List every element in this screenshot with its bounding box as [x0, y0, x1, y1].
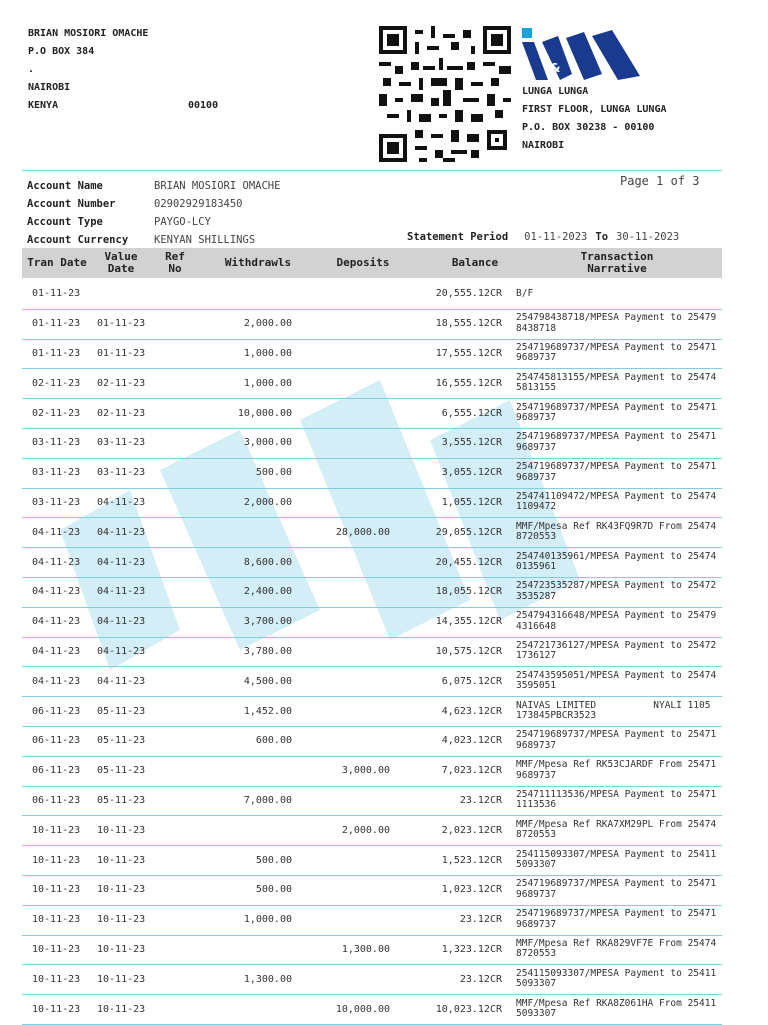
balance-cell: 6,075.12CR	[441, 675, 502, 687]
account-type-value: PAYGO-LCY	[154, 216, 211, 228]
bank-logo	[520, 24, 644, 84]
withdrawal-cell	[182, 994, 292, 1024]
tran-date-cell: 01-11-23	[32, 347, 81, 359]
balance-cell: 1,523.12CR	[441, 854, 502, 866]
balance-cell: 10,023.12CR	[435, 1003, 502, 1015]
value-date-cell: 03-11-23	[97, 467, 146, 479]
tran-date-cell: 02-11-23	[32, 377, 81, 389]
statement-period-label: Statement Period	[407, 231, 509, 243]
narrative-cell: 254719689737/MPESA Payment to 254719689737	[516, 431, 717, 453]
value-date-cell: 10-11-23	[97, 884, 146, 896]
balance-cell: 20,455.12CR	[435, 556, 502, 568]
narrative-cell: 254798438718/MPESA Payment to 254798438718	[516, 312, 717, 334]
narrative-cell: 254740135961/MPESA Payment to 254740135961	[516, 550, 717, 573]
value-date-cell: 05-11-23	[97, 705, 146, 717]
balance-cell: 7,023.12CR	[441, 765, 502, 777]
statement-period-from: 01-11-2023	[524, 231, 588, 243]
tran-date-cell: 03-11-23	[32, 437, 81, 449]
deposit-cell: 10,000.00	[335, 1003, 390, 1015]
qr-code	[379, 26, 511, 162]
value-date-cell: 10-11-23	[97, 973, 146, 985]
withdrawal-cell: 3,700.00	[243, 616, 292, 628]
tran-date-cell: 06-11-23	[32, 735, 81, 747]
col-ref-no: Ref No	[165, 250, 185, 275]
deposit-cell: 2,000.00	[341, 824, 390, 836]
svg-text:&: &	[550, 61, 561, 75]
deposit-cell	[312, 547, 390, 577]
table-row	[22, 696, 722, 727]
tran-date-cell: 10-11-23	[32, 943, 81, 955]
tran-date-cell: 04-11-23	[32, 586, 81, 598]
narrative-cell: 254723535287/MPESA Payment to 254723535287	[516, 580, 717, 602]
narrative-cell: 254719689737/MPESA Payment to 254719689737	[516, 729, 717, 751]
account-currency-value: KENYAN SHILLINGS	[154, 234, 256, 246]
balance-cell: 23.12CR	[459, 973, 502, 985]
table-row	[22, 845, 722, 876]
narrative-cell: NAIVAS LIMITED NYALI 1105 173845PBCR3523	[516, 699, 717, 722]
tran-date-cell: 06-11-23	[32, 794, 81, 806]
tran-date-cell: 04-11-23	[32, 645, 81, 657]
value-date-cell: 04-11-23	[97, 526, 146, 538]
value-date-cell: 04-11-23	[97, 556, 146, 568]
value-date-cell: 05-11-23	[97, 794, 146, 806]
value-date-cell: 10-11-23	[97, 854, 146, 866]
table-row	[22, 428, 722, 459]
deposit-cell	[312, 488, 390, 518]
deposit-cell	[312, 905, 390, 935]
value-date-cell: 04-11-23	[97, 496, 146, 508]
account-number-label: Account Number	[27, 198, 116, 210]
deposit-cell	[312, 637, 390, 667]
balance-cell: 4,623.12CR	[441, 705, 502, 717]
customer-postcode: 00100	[188, 100, 219, 111]
deposit-cell	[312, 577, 390, 607]
bank-box: P.O. BOX 30238 - 00100	[522, 122, 655, 133]
balance-cell: 3,555.12CR	[441, 437, 502, 449]
tran-date-cell: 03-11-23	[32, 467, 81, 479]
statement-period-to-label: To	[595, 231, 609, 243]
narrative-cell: 254719689737/MPESA Payment to 254719689737	[516, 341, 717, 364]
balance-cell: 18,055.12CR	[435, 586, 502, 598]
withdrawal-cell: 10,000.00	[237, 407, 292, 419]
value-date-cell: 01-11-23	[97, 318, 146, 330]
tran-date-cell: 10-11-23	[32, 884, 81, 896]
account-type-label: Account Type	[27, 216, 103, 228]
deposit-cell	[312, 696, 390, 726]
balance-cell: 14,355.12CR	[435, 616, 502, 628]
value-date-cell: 04-11-23	[97, 645, 146, 657]
table-row	[22, 309, 722, 340]
balance-cell: 1,023.12CR	[441, 884, 502, 896]
table-row	[22, 279, 722, 310]
withdrawal-cell: 500.00	[255, 854, 292, 866]
withdrawal-cell	[182, 517, 292, 547]
value-date-cell: 05-11-23	[97, 735, 146, 747]
bank-floor: FIRST FLOOR, LUNGA LUNGA	[522, 104, 667, 115]
value-date-cell: 05-11-23	[97, 765, 146, 777]
balance-cell: 29,055.12CR	[435, 526, 502, 538]
value-date-cell: 03-11-23	[97, 437, 146, 449]
withdrawal-cell	[182, 279, 292, 309]
col-narrative: Transaction Narrative	[580, 250, 654, 275]
tran-date-cell: 04-11-23	[32, 526, 81, 538]
withdrawal-cell: 8,600.00	[243, 556, 292, 568]
table-row	[22, 488, 722, 519]
col-balance: Balance	[451, 256, 499, 269]
withdrawal-cell	[182, 935, 292, 965]
table-row	[22, 964, 722, 995]
narrative-cell: 254719689737/MPESA Payment to 254719689737	[516, 908, 717, 930]
deposit-cell	[312, 666, 390, 696]
tran-date-cell: 04-11-23	[32, 616, 81, 628]
narrative-cell: B/F	[516, 287, 534, 299]
deposit-cell	[312, 339, 390, 369]
value-date-cell: 02-11-23	[97, 377, 146, 389]
value-date-cell: 10-11-23	[97, 1003, 146, 1015]
deposit-cell	[312, 726, 390, 756]
withdrawal-cell: 2,000.00	[243, 318, 292, 330]
deposit-cell	[312, 368, 390, 398]
value-date-cell	[97, 279, 157, 309]
table-row	[22, 994, 722, 1025]
narrative-cell: 254719689737/MPESA Payment to 254719689737	[516, 878, 717, 900]
table-row	[22, 458, 722, 489]
bank-branch: LUNGA LUNGA	[522, 86, 589, 97]
table-row	[22, 756, 722, 787]
withdrawal-cell: 7,000.00	[243, 794, 292, 806]
deposit-cell	[312, 398, 390, 428]
balance-cell: 4,023.12CR	[441, 735, 502, 747]
withdrawal-cell: 500.00	[255, 884, 292, 896]
withdrawal-cell: 3,000.00	[243, 437, 292, 449]
col-value-date: Value Date	[104, 250, 138, 275]
withdrawal-cell: 1,000.00	[243, 914, 292, 926]
col-withdrawls: Withdrawls	[224, 256, 292, 269]
table-row	[22, 577, 722, 608]
customer-box: P.O BOX 384	[28, 46, 95, 57]
narrative-cell: MMF/Mpesa Ref RKA7XM29PL From 254748720553	[516, 818, 717, 841]
withdrawal-cell: 2,000.00	[243, 496, 292, 508]
deposit-cell	[312, 845, 390, 875]
table-row	[22, 905, 722, 936]
tran-date-cell: 01-11-23	[32, 318, 81, 330]
customer-dot: .	[28, 64, 35, 75]
narrative-cell: 254719689737/MPESA Payment to 254719689737	[516, 461, 717, 483]
withdrawal-cell	[182, 815, 292, 845]
balance-cell: 23.12CR	[459, 914, 502, 926]
statement-period-to: 30-11-2023	[616, 231, 680, 243]
customer-name: BRIAN MOSIORI OMACHE	[28, 28, 149, 39]
deposit-cell	[312, 607, 390, 637]
narrative-cell: 254721736127/MPESA Payment to 254721736127	[516, 639, 717, 662]
withdrawal-cell: 500.00	[255, 467, 292, 479]
narrative-cell: 254794316648/MPESA Payment to 254794316648	[516, 610, 717, 632]
deposit-cell	[312, 279, 390, 309]
customer-city: NAIROBI	[28, 82, 71, 93]
withdrawal-cell: 1,000.00	[243, 377, 292, 389]
tran-date-cell: 06-11-23	[32, 705, 81, 717]
narrative-cell: 254711113536/MPESA Payment to 254711113536	[516, 788, 717, 811]
narrative-cell: MMF/Mpesa Ref RK43FQ9R7D From 254748720553	[516, 520, 717, 543]
balance-cell: 6,555.12CR	[441, 407, 502, 419]
account-number-value: 02902929183450	[154, 198, 243, 210]
tran-date-cell: 04-11-23	[32, 556, 81, 568]
balance-cell: 2,023.12CR	[441, 824, 502, 836]
withdrawal-cell: 1,000.00	[243, 347, 292, 359]
tran-date-cell: 10-11-23	[32, 824, 81, 836]
value-date-cell: 10-11-23	[97, 824, 146, 836]
narrative-cell: 254745813155/MPESA Payment to 254745813155	[516, 371, 717, 394]
deposit-cell	[312, 428, 390, 458]
value-date-cell: 01-11-23	[97, 347, 146, 359]
balance-cell: 18,555.12CR	[435, 318, 502, 330]
value-date-cell: 04-11-23	[97, 616, 146, 628]
withdrawal-cell: 2,400.00	[243, 586, 292, 598]
deposit-cell: 1,300.00	[341, 943, 390, 955]
col-deposits: Deposits	[336, 256, 390, 269]
tran-date-cell: 10-11-23	[32, 1003, 81, 1015]
tran-date-cell: 03-11-23	[32, 496, 81, 508]
value-date-cell: 04-11-23	[97, 586, 146, 598]
withdrawal-cell: 600.00	[255, 735, 292, 747]
narrative-cell: MMF/Mpesa Ref RKA829VF7E From 254748720553	[516, 937, 717, 960]
deposit-cell	[312, 786, 390, 816]
tran-date-cell: 10-11-23	[32, 854, 81, 866]
account-currency-label: Account Currency	[27, 234, 129, 246]
tran-date-cell: 06-11-23	[32, 765, 81, 777]
table-row	[22, 666, 722, 697]
value-date-cell: 02-11-23	[97, 407, 146, 419]
tran-date-cell: 10-11-23	[32, 914, 81, 926]
account-name-value: BRIAN MOSIORI OMACHE	[154, 180, 281, 192]
table-row	[22, 786, 722, 817]
balance-cell: 16,555.12CR	[435, 377, 502, 389]
narrative-cell: MMF/Mpesa Ref RK53CJARDF From 254719689737	[516, 759, 717, 781]
deposit-cell: 3,000.00	[341, 765, 390, 777]
deposit-cell	[312, 964, 390, 994]
table-row	[22, 637, 722, 668]
table-row	[22, 368, 722, 399]
deposit-cell: 28,000.00	[335, 526, 390, 538]
table-row	[22, 547, 722, 578]
tran-date-cell: 04-11-23	[32, 675, 81, 687]
deposit-cell	[312, 309, 390, 339]
balance-cell: 10,575.12CR	[435, 645, 502, 657]
page-number: Page 1 of 3	[620, 174, 700, 188]
tran-date-cell: 01-11-23	[32, 288, 81, 300]
value-date-cell: 10-11-23	[97, 914, 146, 926]
narrative-cell: 254115093307/MPESA Payment to 254115093307	[516, 848, 717, 871]
table-header	[22, 248, 722, 278]
table-row	[22, 815, 722, 846]
balance-cell: 3,055.12CR	[441, 467, 502, 479]
col-tran-date: Tran Date	[27, 256, 87, 269]
account-name-label: Account Name	[27, 180, 103, 192]
narrative-cell: 254743595051/MPESA Payment to 254743595051	[516, 669, 717, 692]
withdrawal-cell: 1,300.00	[243, 973, 292, 985]
customer-country: KENYA	[28, 100, 59, 111]
value-date-cell: 04-11-23	[97, 675, 146, 687]
value-date-cell: 10-11-23	[97, 943, 146, 955]
balance-cell: 20,555.12CR	[435, 288, 502, 300]
tran-date-cell: 10-11-23	[32, 973, 81, 985]
deposit-cell	[312, 458, 390, 488]
header-divider	[22, 170, 722, 171]
table-row	[22, 875, 722, 906]
withdrawal-cell: 3,780.00	[243, 645, 292, 657]
narrative-cell: 254719689737/MPESA Payment to 254719689737	[516, 401, 717, 424]
table-row	[22, 398, 722, 429]
tran-date-cell: 02-11-23	[32, 407, 81, 419]
narrative-cell: 254115093307/MPESA Payment to 254115093307	[516, 967, 717, 990]
narrative-cell: MMF/Mpesa Ref RKA8Z061HA From 254115093307	[516, 997, 717, 1020]
balance-cell: 1,323.12CR	[441, 943, 502, 955]
table-row	[22, 517, 722, 548]
table-row	[22, 935, 722, 966]
balance-cell: 17,555.12CR	[435, 347, 502, 359]
balance-cell: 1,055.12CR	[441, 496, 502, 508]
balance-cell: 23.12CR	[459, 794, 502, 806]
narrative-cell: 254741109472/MPESA Payment to 254741109472	[516, 490, 717, 513]
table-row	[22, 607, 722, 638]
withdrawal-cell: 4,500.00	[243, 675, 292, 687]
table-row	[22, 339, 722, 370]
deposit-cell	[312, 875, 390, 905]
withdrawal-cell	[182, 756, 292, 786]
bank-city: NAIROBI	[522, 140, 565, 151]
table-row	[22, 726, 722, 757]
withdrawal-cell: 1,452.00	[243, 705, 292, 717]
